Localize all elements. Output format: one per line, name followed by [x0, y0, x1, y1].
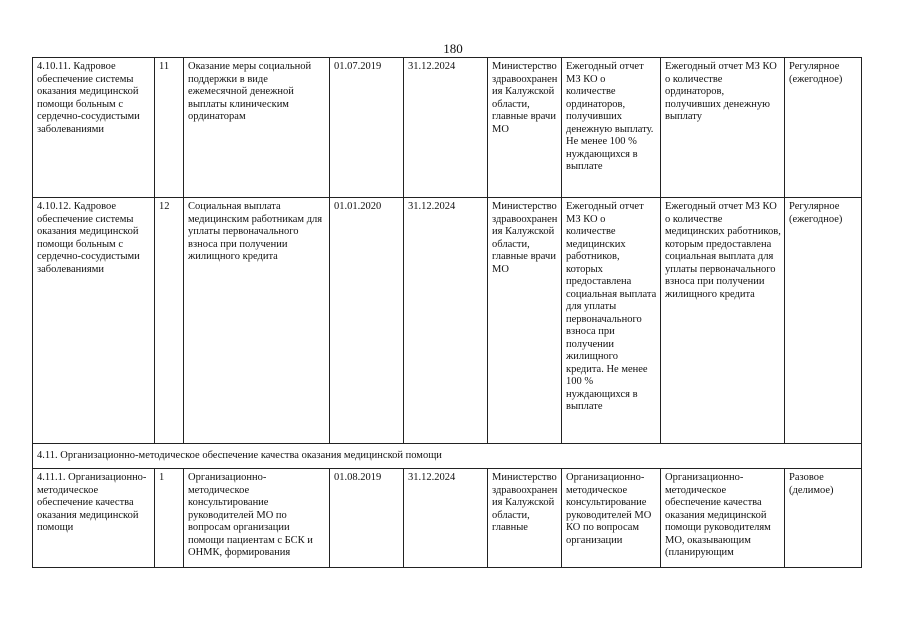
activity-name: 4.10.11. Кадровое обеспечение системы оказания медицинской помощи больным с сердечно-сосудистыми заболеваниями	[33, 58, 155, 198]
end-date: 31.12.2024	[404, 198, 488, 444]
activity-type: Регулярное (ежегодное)	[785, 198, 862, 444]
expected-result: Ежегодный отчет МЗ КО о количестве ординаторов, получивших денежную выплату. Не менее 100 % нуждающихся в выплате	[562, 58, 661, 198]
expected-result: Ежегодный отчет МЗ КО о количестве медицинских работников, которых предоставлена социальная выплата для уплаты первоначального взноса при получении жилищного кредита. Не менее 100 % нуждающихся в выплате	[562, 198, 661, 444]
end-date: 31.12.2024	[404, 469, 488, 568]
activity-type: Разовое (делимое)	[785, 469, 862, 568]
start-date: 01.01.2020	[330, 198, 404, 444]
control-indicator: Ежегодный отчет МЗ КО о количестве ординаторов, получивших денежную выплату	[661, 58, 785, 198]
activity-name: 4.11.1. Организационно-методическое обеспечение качества оказания медицинской помощи	[33, 469, 155, 568]
start-date: 01.07.2019	[330, 58, 404, 198]
end-date: 31.12.2024	[404, 58, 488, 198]
start-date: 01.08.2019	[330, 469, 404, 568]
expected-result: Организационно-методическое консультирование руководителей МО КО по вопросам организации	[562, 469, 661, 568]
page-number: 180	[443, 41, 463, 56]
activity-measure: Социальная выплата медицинским работникам для уплаты первоначального взноса при получении жилищного кредита	[184, 198, 330, 444]
activity-type: Регулярное (ежегодное)	[785, 58, 862, 198]
responsible: Министерство здравоохранения Калужской области, главные врачи МО	[488, 58, 562, 198]
section-row	[33, 444, 862, 469]
table-row	[33, 198, 862, 444]
table-row	[33, 469, 862, 568]
activity-measure: Оказание меры социальной поддержки в виде ежемесячной денежной выплаты клиническим ординаторам	[184, 58, 330, 198]
activities-table	[32, 57, 862, 568]
table-row	[33, 58, 862, 198]
activity-measure: Организационно-методическое консультирование руководителей МО по вопросам организации помощи пациентам с БСК и ОНМК, формирования	[184, 469, 330, 568]
activity-number: 11	[155, 58, 184, 198]
activity-name: 4.10.12. Кадровое обеспечение системы оказания медицинской помощи больным с сердечно-сосудистыми заболеваниями	[33, 198, 155, 444]
control-indicator: Организационно-методическое обеспечение качества оказания медицинской помощи руководителям МО, оказывающим (планирующим	[661, 469, 785, 568]
responsible: Министерство здравоохранения Калужской области, главные врачи МО	[488, 198, 562, 444]
section-title: 4.11. Организационно-методическое обеспечение качества оказания медицинской помощи	[33, 444, 862, 469]
responsible: Министерство здравоохранения Калужской области, главные	[488, 469, 562, 568]
control-indicator: Ежегодный отчет МЗ КО о количестве медицинских работников, которым предоставлена социальная выплата для уплаты первоначального взноса при получении жилищного кредита	[661, 198, 785, 444]
activity-number: 1	[155, 469, 184, 568]
activity-number: 12	[155, 198, 184, 444]
